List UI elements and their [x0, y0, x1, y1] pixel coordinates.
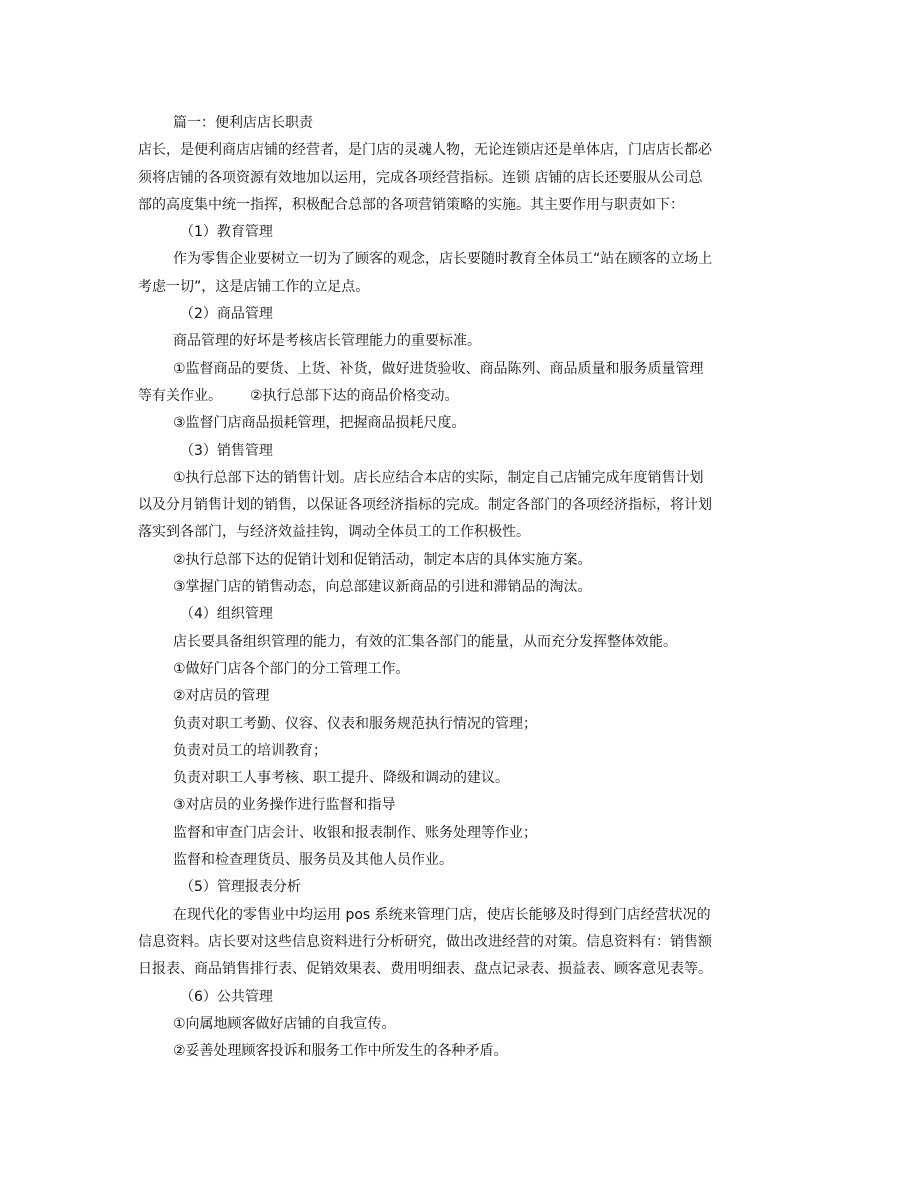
document-title: 篇一：便利店店长职责 [173, 115, 313, 131]
sub-item: 监督和审查门店会计、收银和报表制作、账务处理等作业； [173, 824, 537, 841]
document-body [138, 110, 784, 1065]
list-item: ②妥善处理顾客投诉和服务工作中所发生的各种矛盾。 [173, 1043, 508, 1060]
intro-line-3: 部的高度集中统一指挥，积极配合总部的各项营销策略的实施。其主要作用与职责如下： [138, 196, 684, 213]
intro-line-1: 店长，是便利商店店铺的经营者，是门店的灵魂人物，无论连锁店还是单体店，门店店长都必 [138, 142, 712, 159]
list-item: ②执行总部下达的商品价格变动。 [250, 387, 459, 404]
paragraph-line: 日报表、商品销售排行表、促销效果表、费用明细表、盘点记录表、损益表、顾客意见表等。 [138, 961, 712, 978]
list-item-continuation [138, 383, 784, 410]
sub-item: 负责对职工人事考核、职工提升、降级和调动的建议。 [173, 770, 509, 787]
section-heading-public: （6）公共管理 [180, 988, 273, 1005]
list-item: 等有关作业。 [138, 387, 222, 404]
paragraph-line: 信息资料。店长要对这些信息资料进行分析研究，做出改进经营的对策。信息资料有：销售额 [138, 933, 712, 950]
section-heading-organization: （4）组织管理 [180, 606, 273, 623]
paragraph-line: 在现代化的零售业中均运用 pos 系统来管理门店，使店长能够及时得到门店经营状况的 [173, 906, 711, 923]
intro-line-2: 须将店铺的各项资源有效地加以运用，完成各项经营指标。连锁 店铺的店长还要服从公司总 [138, 169, 703, 186]
list-item: ③对店员的业务操作进行监督和指导 [173, 797, 396, 814]
section-heading-merchandise: （2）商品管理 [180, 306, 273, 323]
paragraph-line: 店长要具备组织管理的能力，有效的汇集各部门的能量，从而充分发挥整体效能。 [173, 633, 677, 650]
paragraph-line: 商品管理的好坏是考核店长管理能力的重要标准。 [173, 333, 481, 350]
section-heading-education: （1）教育管理 [180, 224, 273, 241]
paragraph-line: 考虑一切”，这是店铺工作的立足点。 [138, 278, 370, 295]
list-item: ②执行总部下达的促销计划和促销活动，制定本店的具体实施方案。 [173, 551, 592, 568]
sub-item: 负责对职工考勤、仪容、仪表和服务规范执行情况的管理； [173, 715, 537, 732]
sub-item: 负责对员工的培训教育； [173, 742, 327, 759]
paragraph-line: 以及分月销售计划的销售，以保证各项经济指标的完成。制定各部门的各项经济指标，将计划 [138, 497, 712, 514]
list-item: ①做好门店各个部门的分工管理工作。 [173, 660, 410, 677]
list-item: ①执行总部下达的销售计划。店长应结合本店的实际，制定自己店铺完成年度销售计划 [173, 469, 704, 486]
section-heading-reports: （5）管理报表分析 [180, 879, 301, 896]
list-item: ③监督门店商品损耗管理，把握商品损耗尺度。 [173, 415, 466, 432]
list-item: ①向属地顾客做好店铺的自我宣传。 [173, 1015, 396, 1032]
list-item: ①监督商品的要货、上货、补货，做好进货验收、商品陈列、商品质量和服务质量管理 [173, 360, 704, 377]
sub-item: 监督和检查理货员、服务员及其他人员作业。 [173, 852, 453, 869]
paragraph-line: 落实到各部门，与经济效益挂钩，调动全体员工的工作积极性。 [138, 524, 530, 541]
paragraph-line: 作为零售企业要树立一切为了顾客的观念，店长要随时教育全体员工“站在顾客的立场上 [173, 251, 713, 268]
section-heading-sales: （3）销售管理 [180, 442, 273, 459]
list-item: ②对店员的管理 [173, 688, 270, 705]
list-item: ③掌握门店的销售动态，向总部建议新商品的引进和滞销品的淘汰。 [173, 579, 592, 596]
